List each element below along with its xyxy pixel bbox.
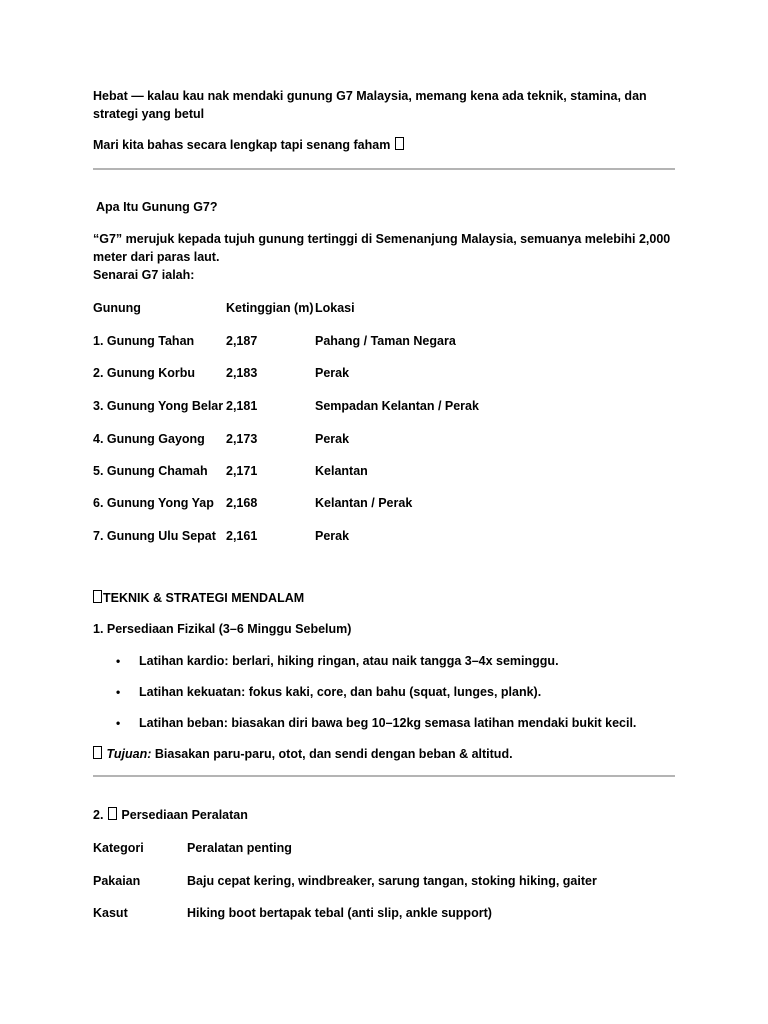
- goal-line: [93, 745, 513, 763]
- missing-glyph-icon: [108, 807, 117, 820]
- horizontal-divider: [93, 168, 675, 170]
- section-heading-g7: Apa Itu Gunung G7?: [96, 200, 218, 214]
- mountain-name: 4. Gunung Gayong: [93, 432, 205, 446]
- table-header-ketinggian: Ketinggian (m): [226, 301, 314, 315]
- goal-text: Biasakan paru-paru, otot, dan sendi dengan beban & altitud.: [154, 747, 513, 761]
- mountain-height: 2,161: [226, 529, 258, 543]
- list-item: Latihan kardio: berlari, hiking ringan, atau naik tangga 3–4x seminggu.: [139, 654, 559, 668]
- mountain-height: 2,187: [226, 334, 258, 348]
- mountain-location: Kelantan / Perak: [315, 496, 413, 510]
- intro-paragraph: Hebat — kalau kau nak mendaki gunung G7 Malaysia, memang kena ada teknik, stamina, dan strategi yang betul: [93, 89, 647, 121]
- section-heading-teknik-text: TEKNIK & STRATEGI MENDALAM: [103, 591, 305, 605]
- mountain-name: 1. Gunung Tahan: [93, 334, 195, 348]
- intro-line-2-text: Mari kita bahas secara lengkap tapi senang faham: [93, 138, 391, 152]
- table-header-gunung: Gunung: [93, 301, 141, 315]
- bullet-dot-icon: •: [116, 685, 121, 699]
- list-item: Latihan kekuatan: fokus kaki, core, dan bahu (squat, lunges, plank).: [139, 685, 542, 699]
- mountain-name: 5. Gunung Chamah: [93, 464, 208, 478]
- mountain-name: 7. Gunung Ulu Sepat: [93, 529, 216, 543]
- mountain-height: 2,171: [226, 464, 258, 478]
- equipment-items: Hiking boot bertapak tebal (anti slip, ankle support): [187, 906, 492, 920]
- mountain-location: Kelantan: [315, 464, 368, 478]
- missing-glyph-icon: [93, 590, 102, 603]
- mountain-name: 6. Gunung Yong Yap: [93, 496, 214, 510]
- intro-line-2: [93, 136, 405, 154]
- mountain-location: Pahang / Taman Negara: [315, 334, 456, 348]
- g7-list-intro: Senarai G7 ialah:: [93, 268, 195, 282]
- mountain-name: 2. Gunung Korbu: [93, 366, 196, 380]
- table-header-lokasi: Lokasi: [315, 301, 355, 315]
- subsection-title-fizikal: 1. Persediaan Fizikal (3–6 Minggu Sebelum): [93, 622, 352, 636]
- subsection-number: 2.: [93, 808, 104, 822]
- equipment-category: Pakaian: [93, 874, 141, 888]
- subsection-title-peralatan: [93, 806, 248, 824]
- horizontal-divider: [93, 775, 675, 777]
- mountain-height: 2,183: [226, 366, 258, 380]
- subsection-title-text: Persediaan Peralatan: [121, 808, 248, 822]
- bullet-dot-icon: •: [116, 654, 121, 668]
- table-header-peralatan: Peralatan penting: [187, 841, 292, 855]
- mountain-location: Perak: [315, 432, 350, 446]
- mountain-height: 2,173: [226, 432, 258, 446]
- mountain-location: Perak: [315, 366, 350, 380]
- missing-glyph-icon: [395, 137, 404, 150]
- section-heading-teknik: [93, 589, 304, 607]
- mountain-height: 2,181: [226, 399, 258, 413]
- mountain-location: Perak: [315, 529, 350, 543]
- list-item: Latihan beban: biasakan diri bawa beg 10–12kg semasa latihan mendaki bukit kecil.: [139, 716, 637, 730]
- bullet-dot-icon: •: [116, 716, 121, 730]
- goal-label: Tujuan:: [106, 747, 152, 761]
- equipment-category: Kasut: [93, 906, 128, 920]
- missing-glyph-icon: [93, 746, 102, 759]
- mountain-name: 3. Gunung Yong Belar: [93, 399, 224, 413]
- table-header-kategori: Kategori: [93, 841, 144, 855]
- equipment-items: Baju cepat kering, windbreaker, sarung tangan, stoking hiking, gaiter: [187, 874, 597, 888]
- mountain-location: Sempadan Kelantan / Perak: [315, 399, 479, 413]
- g7-description: “G7” merujuk kepada tujuh gunung tertinggi di Semenanjung Malaysia, semuanya melebihi 2,000 meter dari paras laut.: [93, 232, 671, 264]
- mountain-height: 2,168: [226, 496, 258, 510]
